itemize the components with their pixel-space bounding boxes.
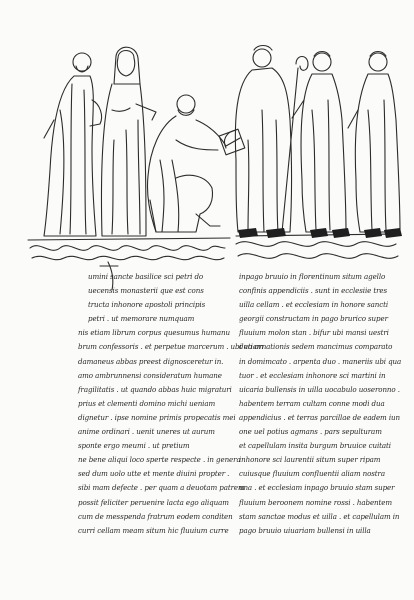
text-line: anime ordinari . uenit uneres ut aurum bbox=[78, 427, 215, 437]
text-line: tuor . et ecclesiam inhonore sci martini in bbox=[239, 370, 386, 380]
text-line: una . et ecclesiam inpago bruuio stam super bbox=[239, 483, 395, 493]
text-line: et capellulam insita burgum bruuice cuitati bbox=[239, 441, 391, 451]
ground-waves-left bbox=[28, 238, 230, 260]
dark-shoes-right bbox=[364, 228, 402, 238]
text-line: cuiusque fluuium confluentii aliam nostra bbox=[239, 469, 385, 479]
text-line: uicaria bullensis in uilla uocabulo uoseronno . bbox=[239, 384, 400, 394]
figure-kneeling-donor bbox=[147, 95, 244, 232]
text-column-right bbox=[239, 270, 402, 538]
text-line: appendicius . et terras parcillae de eadem iun bbox=[239, 412, 400, 422]
text-line: damaneus abbas preest dignosceretur in. bbox=[78, 356, 224, 366]
figure-veiled-woman bbox=[101, 47, 156, 236]
text-line: dignetur . ipse nomine primis propecatis mei bbox=[78, 412, 236, 422]
text-line: duo ornationis sedem mancimus comparato bbox=[239, 342, 393, 352]
text-line: prius et clementi domino michi ueniam bbox=[78, 398, 216, 408]
text-line: one uel potius agmans . pars sepulturam bbox=[239, 427, 382, 437]
text-column-left bbox=[78, 270, 264, 538]
text-line: fragilitatis . ut quando abbas huic migraturi bbox=[78, 384, 232, 394]
text-line: fluuium molon stan . bifur ubi mansi uestri bbox=[239, 328, 389, 338]
text-line: stam sanctae modus et uilla . et capellulam in bbox=[239, 511, 400, 521]
illustration-presentation-scene bbox=[0, 0, 414, 280]
text-line: brum confessoris . et perpetue marcerum . ubi etiam bbox=[78, 342, 264, 352]
figure-monk-right bbox=[348, 52, 400, 233]
text-line: nis etiam librum corpus quesumus humanu bbox=[78, 328, 230, 338]
text-line: sponte ergo meumi . ut pretium bbox=[78, 441, 190, 451]
figure-abbot-with-crozier bbox=[224, 46, 308, 233]
text-line: habentem terram cultam conne modi dua bbox=[239, 398, 385, 408]
text-line: inpago bruuio in florentinum situm agello bbox=[239, 272, 386, 281]
text-line: cum de messpenda fratrum eodem conditen bbox=[78, 511, 233, 521]
text-line: confinis appendiciis . sunt in ecclesiie tres bbox=[239, 286, 388, 296]
text-line: possit feliciter peruenire lacta ego aliquam bbox=[78, 497, 229, 507]
figure-monk-middle bbox=[292, 52, 346, 233]
text-line: georgii constructam in pago brurico super bbox=[239, 314, 388, 324]
text-line: curri cellam meam situm hic fluuium curre bbox=[78, 525, 229, 535]
text-line: uecensis monasterii que est cons bbox=[88, 286, 204, 296]
text-line: ne bene aliqui loco sperte respecte . in genera bbox=[78, 455, 241, 465]
figure-standing-man-left bbox=[44, 53, 102, 236]
text-line: fluuium beroonem nomine rossi . habentem bbox=[239, 497, 392, 507]
text-line: petri . ut memorare numquam bbox=[88, 314, 195, 324]
ground-waves-right bbox=[236, 234, 400, 258]
text-line: in domimcato . arpenta duo . maneriis ubi qua bbox=[239, 356, 402, 366]
text-line: tructa inhonore apostoli principis bbox=[88, 300, 206, 310]
text-line: pago bruuio uiuariam bullensi in uilla bbox=[239, 525, 371, 535]
text-line: umini sancte basilice sci petri do bbox=[88, 272, 204, 281]
text-line: sibi mam defecte . per quam a deuotam patrem bbox=[78, 483, 245, 493]
dark-shoes-abbot bbox=[238, 228, 286, 238]
text-line: sed dum uolo utte et mente diuini propter . bbox=[78, 469, 230, 479]
text-line: inhonore sci laurentii situm super ripam bbox=[239, 455, 381, 465]
text-line: amo ambrunnensi consideratum humane bbox=[78, 370, 222, 380]
text-line: uilla cellam . et ecclesiam in honore sancti bbox=[239, 300, 389, 310]
